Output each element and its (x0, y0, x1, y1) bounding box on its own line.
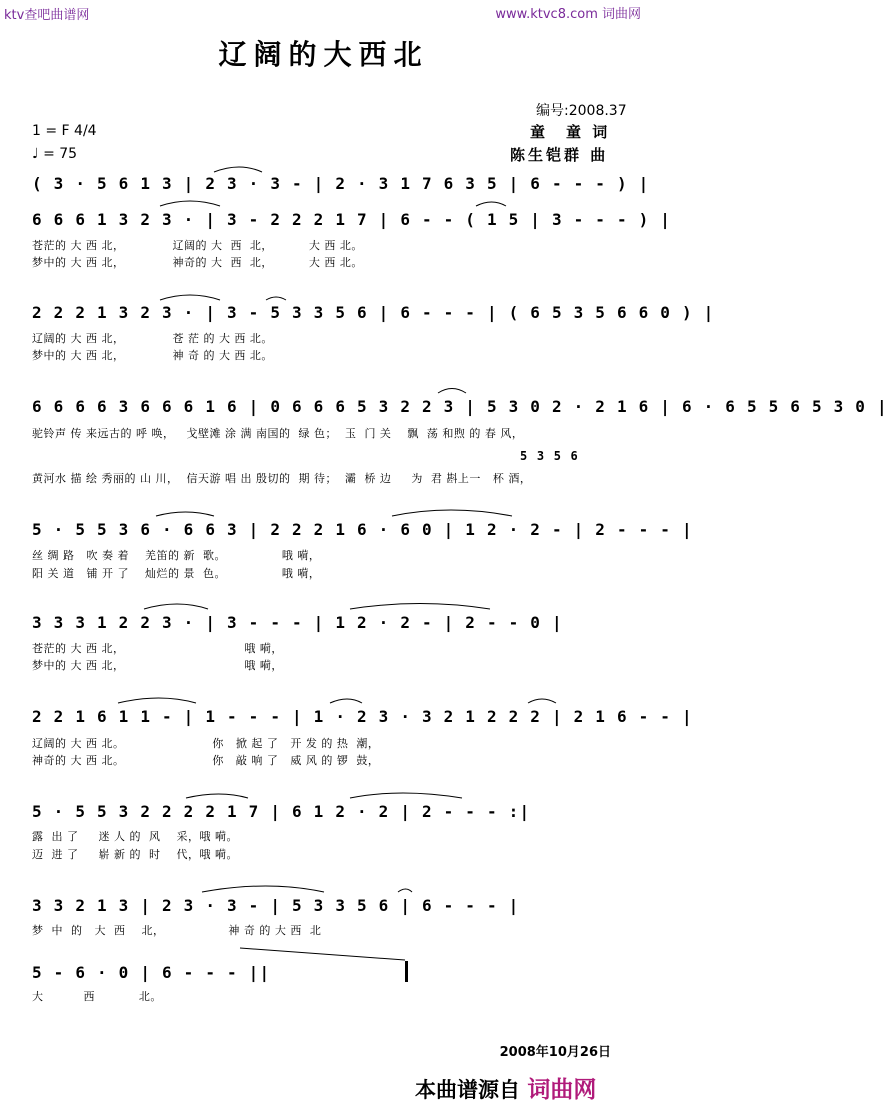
lyric-verse-1: 辽阔的 大 西 北， 苍 茫 的 大 西 北。 (32, 332, 273, 345)
slur (528, 699, 556, 703)
notation-line: 3 3 2 1 3 | 2 3 · 3 - | 5 3 3 5 6 | 6 - - - | (32, 896, 520, 915)
slur (350, 604, 490, 610)
number-label: 编号:2008.37 (536, 103, 627, 119)
notation-line: 5 · 5 5 3 2 2 2 2 1 7 | 6 1 2 · 2 | 2 - - - :| (32, 802, 531, 821)
alt-notation: 5 3 5 6 (520, 449, 579, 463)
lyric-verse-2: 迈 进 了 崭 新 的 时 代，哦 嗬。 (32, 848, 238, 861)
quarter-note-icon: ♩ (32, 146, 39, 162)
notation-line: 3 3 3 1 2 2 3 · | 3 - - - | 1 2 · 2 - | 2 - - 0 | (32, 613, 563, 632)
lyric-verse-2: 梦中的 大 西 北， 哦 嗬， (32, 659, 283, 672)
slur (392, 510, 512, 516)
slur (330, 699, 362, 703)
site-watermark-left: ktv查吧曲谱网 (4, 8, 90, 23)
key-signature: 1 = F 4/4 (32, 123, 97, 139)
song-title: 辽阔的大西北 (218, 38, 429, 71)
lyric-verse-1: 苍茫的 大 西 北， 哦 嗬， (32, 642, 283, 655)
slur (240, 948, 405, 960)
lyric-verse-1: 苍茫的 大 西 北， 辽阔的 大 西 北， 大 西 北。 (32, 239, 363, 252)
slur (266, 297, 286, 300)
slur (160, 295, 220, 300)
slur (438, 389, 466, 394)
slur (118, 698, 196, 703)
slur (398, 889, 412, 892)
lyric-verse-2: 阳 关 道 铺 开 了 灿烂的 景 色。 哦 嗬， (32, 567, 321, 580)
notation-line: 2 2 2 1 3 2 3 · | 3 - 5 3 3 5 6 | 6 - - - | ( 6 5 3 5 6 6 0 ) | (32, 303, 715, 322)
notation-line: 2 2 1 6 1 1 - | 1 - - - | 1 · 2 3 · 3 2 1 2 2 2 | 2 1 6 - - | (32, 707, 693, 726)
lyricist-credit: 童 童 词 (530, 123, 611, 141)
lyric-verse-2: 梦中的 大 西 北， 神 奇 的 大 西 北。 (32, 349, 273, 362)
slur (350, 793, 462, 798)
lyric-verse-2: 黄河水 描 绘 秀丽的 山 川， 信天游 唱 出 殷切的 期 待； 灞 桥 边 为 君 斟上一 杯 酒， (32, 472, 532, 485)
source-site: 词曲网 (527, 1077, 597, 1103)
lyric-line: 大 西 北。 (32, 990, 162, 1003)
notation-line: 5 · 5 5 3 6 · 6 6 3 | 2 2 2 1 6 · 6 0 | 1 2 · 2 - | 2 - - - | (32, 520, 693, 539)
lyric-verse-1: 露 出 了 迷 人 的 风 采，哦 嗬。 (32, 830, 238, 843)
source-label: 本曲谱源自 (415, 1078, 520, 1102)
slur (186, 794, 248, 798)
site-watermark-right: www.ktvc8.com 词曲网 (495, 7, 641, 22)
lyric-verse-1: 驼铃声 传 来远古的 呼 唤， 戈壁滩 涂 满 南国的 绿 色； 玉 门 关 飘 荡 和煦 的 春 风， (32, 427, 524, 440)
lyric-verse-1: 辽阔的 大 西 北。 你 掀 起 了 开 发 的 热 潮， (32, 737, 380, 750)
source-footer (415, 1071, 596, 1104)
slur (144, 604, 208, 609)
notation-line: 6 6 6 1 3 2 3 · | 3 - 2 2 2 1 7 | 6 - - ( 1 5 | 3 - - - ) | (32, 210, 672, 229)
final-barline (405, 961, 408, 982)
lyric-verse-2: 神奇的 大 西 北。 你 敲 响 了 威 风 的 锣 鼓， (32, 754, 380, 767)
lyric-verse-1: 丝 绸 路 吹 奏 着 羌笛的 新 歌。 哦 嗬， (32, 549, 321, 562)
tempo-value: = 75 (43, 146, 78, 162)
lyric-verse-2: 梦中的 大 西 北， 神奇的 大 西 北， 大 西 北。 (32, 256, 363, 269)
notation-line: ( 3 · 5 6 1 3 | 2 3 · 3 - | 2 · 3 1 7 6 3 5 | 6 - - - ) | (32, 174, 650, 193)
notation-line: 5 - 6 · 0 | 6 - - - || (32, 963, 271, 982)
slur (202, 886, 324, 892)
notation-line: 6 6 6 6 3 6 6 6 1 6 | 0 6 6 6 5 3 2 2 3 | 5 3 0 2 · 2 1 6 | 6 · 6 5 5 6 5 3 0 | (32, 397, 888, 416)
lyric-line: 梦 中 的 大 西 北， 神 奇 的 大 西 北 (32, 924, 322, 937)
slur (156, 512, 214, 516)
slur (476, 202, 506, 206)
slur (160, 201, 220, 206)
composer-credit: 陈生铠群 曲 (510, 146, 609, 164)
slur (214, 167, 262, 172)
date-stamp: 2008年10月26日 (499, 1045, 611, 1060)
